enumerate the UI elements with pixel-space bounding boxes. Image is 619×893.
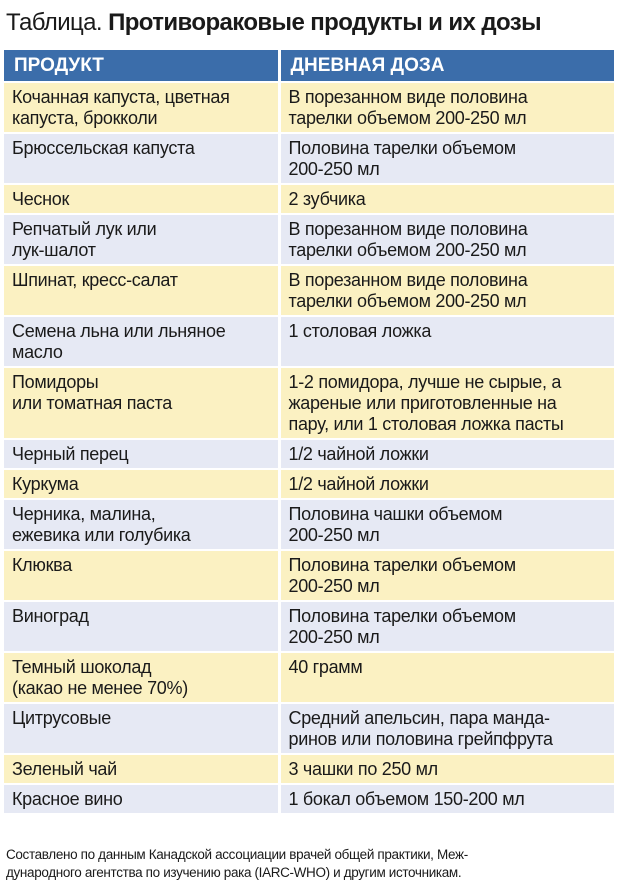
dose-text: жареные или приготовленные на: [288, 393, 557, 413]
product-cell: [4, 652, 279, 703]
doses-table: [4, 50, 614, 813]
dose-text: 1-2 помидора, лучше не сырые, а: [288, 372, 562, 392]
dose-text: 2 зубчика: [288, 189, 366, 209]
dose-cell: [279, 469, 614, 499]
product-cell: [4, 316, 279, 367]
dose-cell: [279, 439, 614, 469]
table-row: [4, 184, 614, 214]
table-header-row: [4, 50, 614, 82]
product-text: лук-шалот: [12, 240, 96, 260]
table-row: [4, 469, 614, 499]
table-row: [4, 784, 614, 813]
table-row: [4, 367, 614, 439]
product-text: Красное вино: [12, 789, 123, 809]
product-cell: [4, 82, 279, 133]
dose-text: 1 столовая ложка: [288, 321, 432, 341]
product-text: Помидоры: [12, 372, 99, 392]
dose-text: 200-250 мл: [288, 525, 380, 545]
dose-text: Половина чашки объемом: [288, 504, 503, 524]
product-cell: [4, 550, 279, 601]
dose-text: ринов или половина грейпфрута: [288, 729, 553, 749]
dose-cell: [279, 703, 614, 754]
dose-cell: [279, 550, 614, 601]
product-cell: [4, 703, 279, 754]
footnote-line: Составлено по данным Канадской ассоциации врачей общей практики, Меж-: [6, 847, 468, 862]
dose-text: Половина тарелки объемом: [288, 138, 516, 158]
footnote: [6, 846, 616, 882]
product-cell: [4, 784, 279, 813]
product-text: Репчатый лук или: [12, 219, 157, 239]
table-row: [4, 82, 614, 133]
product-cell: [4, 754, 279, 784]
dose-cell: [279, 784, 614, 813]
dose-text: 1/2 чайной ложки: [288, 474, 429, 494]
dose-text: 200-250 мл: [288, 576, 380, 596]
product-text: Кочанная капуста, цветная: [12, 87, 230, 107]
dose-cell: [279, 601, 614, 652]
dose-text: пару, или 1 столовая ложка пасты: [288, 414, 564, 434]
product-text: Семена льна или льняное: [12, 321, 226, 341]
table-row: [4, 265, 614, 316]
dose-text: тарелки объемом 200-250 мл: [288, 108, 527, 128]
product-cell: [4, 499, 279, 550]
table-body: [4, 82, 614, 813]
product-cell: [4, 265, 279, 316]
product-text: Куркума: [12, 474, 79, 494]
dose-text: Средний апельсин, пара манда-: [288, 708, 550, 728]
table-row: [4, 499, 614, 550]
dose-cell: [279, 367, 614, 439]
product-text: или томатная паста: [12, 393, 173, 413]
dose-text: В порезанном виде половина: [288, 87, 528, 107]
dose-text: 200-250 мл: [288, 627, 380, 647]
dose-text: 1 бокал объемом 150-200 мл: [288, 789, 525, 809]
table-row: [4, 550, 614, 601]
product-text: ежевика или голубика: [12, 525, 191, 545]
product-text: Темный шоколад: [12, 657, 152, 677]
product-text: капуста, брокколи: [12, 108, 158, 128]
dose-text: Половина тарелки объемом: [288, 606, 516, 626]
product-text: Клюква: [12, 555, 72, 575]
dose-cell: [279, 754, 614, 784]
product-cell: [4, 214, 279, 265]
dose-cell: [279, 652, 614, 703]
product-text: Зеленый чай: [12, 759, 117, 779]
table-row: [4, 133, 614, 184]
title-prefix: Таблица.: [6, 9, 102, 36]
header-product: ПРОДУКТ: [4, 50, 279, 82]
dose-text: Половина тарелки объемом: [288, 555, 516, 575]
dose-text: 1/2 чайной ложки: [288, 444, 429, 464]
dose-cell: [279, 316, 614, 367]
table-row: [4, 316, 614, 367]
dose-text: тарелки объемом 200-250 мл: [288, 240, 527, 260]
product-cell: [4, 469, 279, 499]
header-daily-dose: ДНЕВНАЯ ДОЗА: [279, 50, 614, 82]
dose-cell: [279, 82, 614, 133]
dose-cell: [279, 265, 614, 316]
table-title: [6, 8, 541, 38]
table-row: [4, 754, 614, 784]
dose-text: тарелки объемом 200-250 мл: [288, 291, 527, 311]
dose-text: В порезанном виде половина: [288, 270, 528, 290]
product-text: Черника, малина,: [12, 504, 156, 524]
product-text: Черный перец: [12, 444, 129, 464]
dose-cell: [279, 499, 614, 550]
title-main: Противораковые продукты и их дозы: [108, 9, 541, 36]
product-text: Шпинат, кресс-салат: [12, 270, 178, 290]
dose-cell: [279, 184, 614, 214]
product-text: Чеснок: [12, 189, 70, 209]
dose-cell: [279, 133, 614, 184]
dose-text: 40 грамм: [288, 657, 363, 677]
product-cell: [4, 439, 279, 469]
dose-text: 3 чашки по 250 мл: [288, 759, 438, 779]
table-row: [4, 601, 614, 652]
footnote-line: дународного агентства по изучению рака (IARC-WHO) и другим источникам.: [6, 865, 462, 880]
product-cell: [4, 133, 279, 184]
table-row: [4, 214, 614, 265]
product-cell: [4, 367, 279, 439]
product-text: масло: [12, 342, 63, 362]
dose-cell: [279, 214, 614, 265]
product-text: Цитрусовые: [12, 708, 111, 728]
product-text: (какао не менее 70%): [12, 678, 188, 698]
product-text: Виноград: [12, 606, 89, 626]
table-row: [4, 652, 614, 703]
table-row: [4, 439, 614, 469]
dose-text: В порезанном виде половина: [288, 219, 528, 239]
product-cell: [4, 184, 279, 214]
product-text: Брюссельская капуста: [12, 138, 195, 158]
dose-text: 200-250 мл: [288, 159, 380, 179]
table-row: [4, 703, 614, 754]
product-cell: [4, 601, 279, 652]
